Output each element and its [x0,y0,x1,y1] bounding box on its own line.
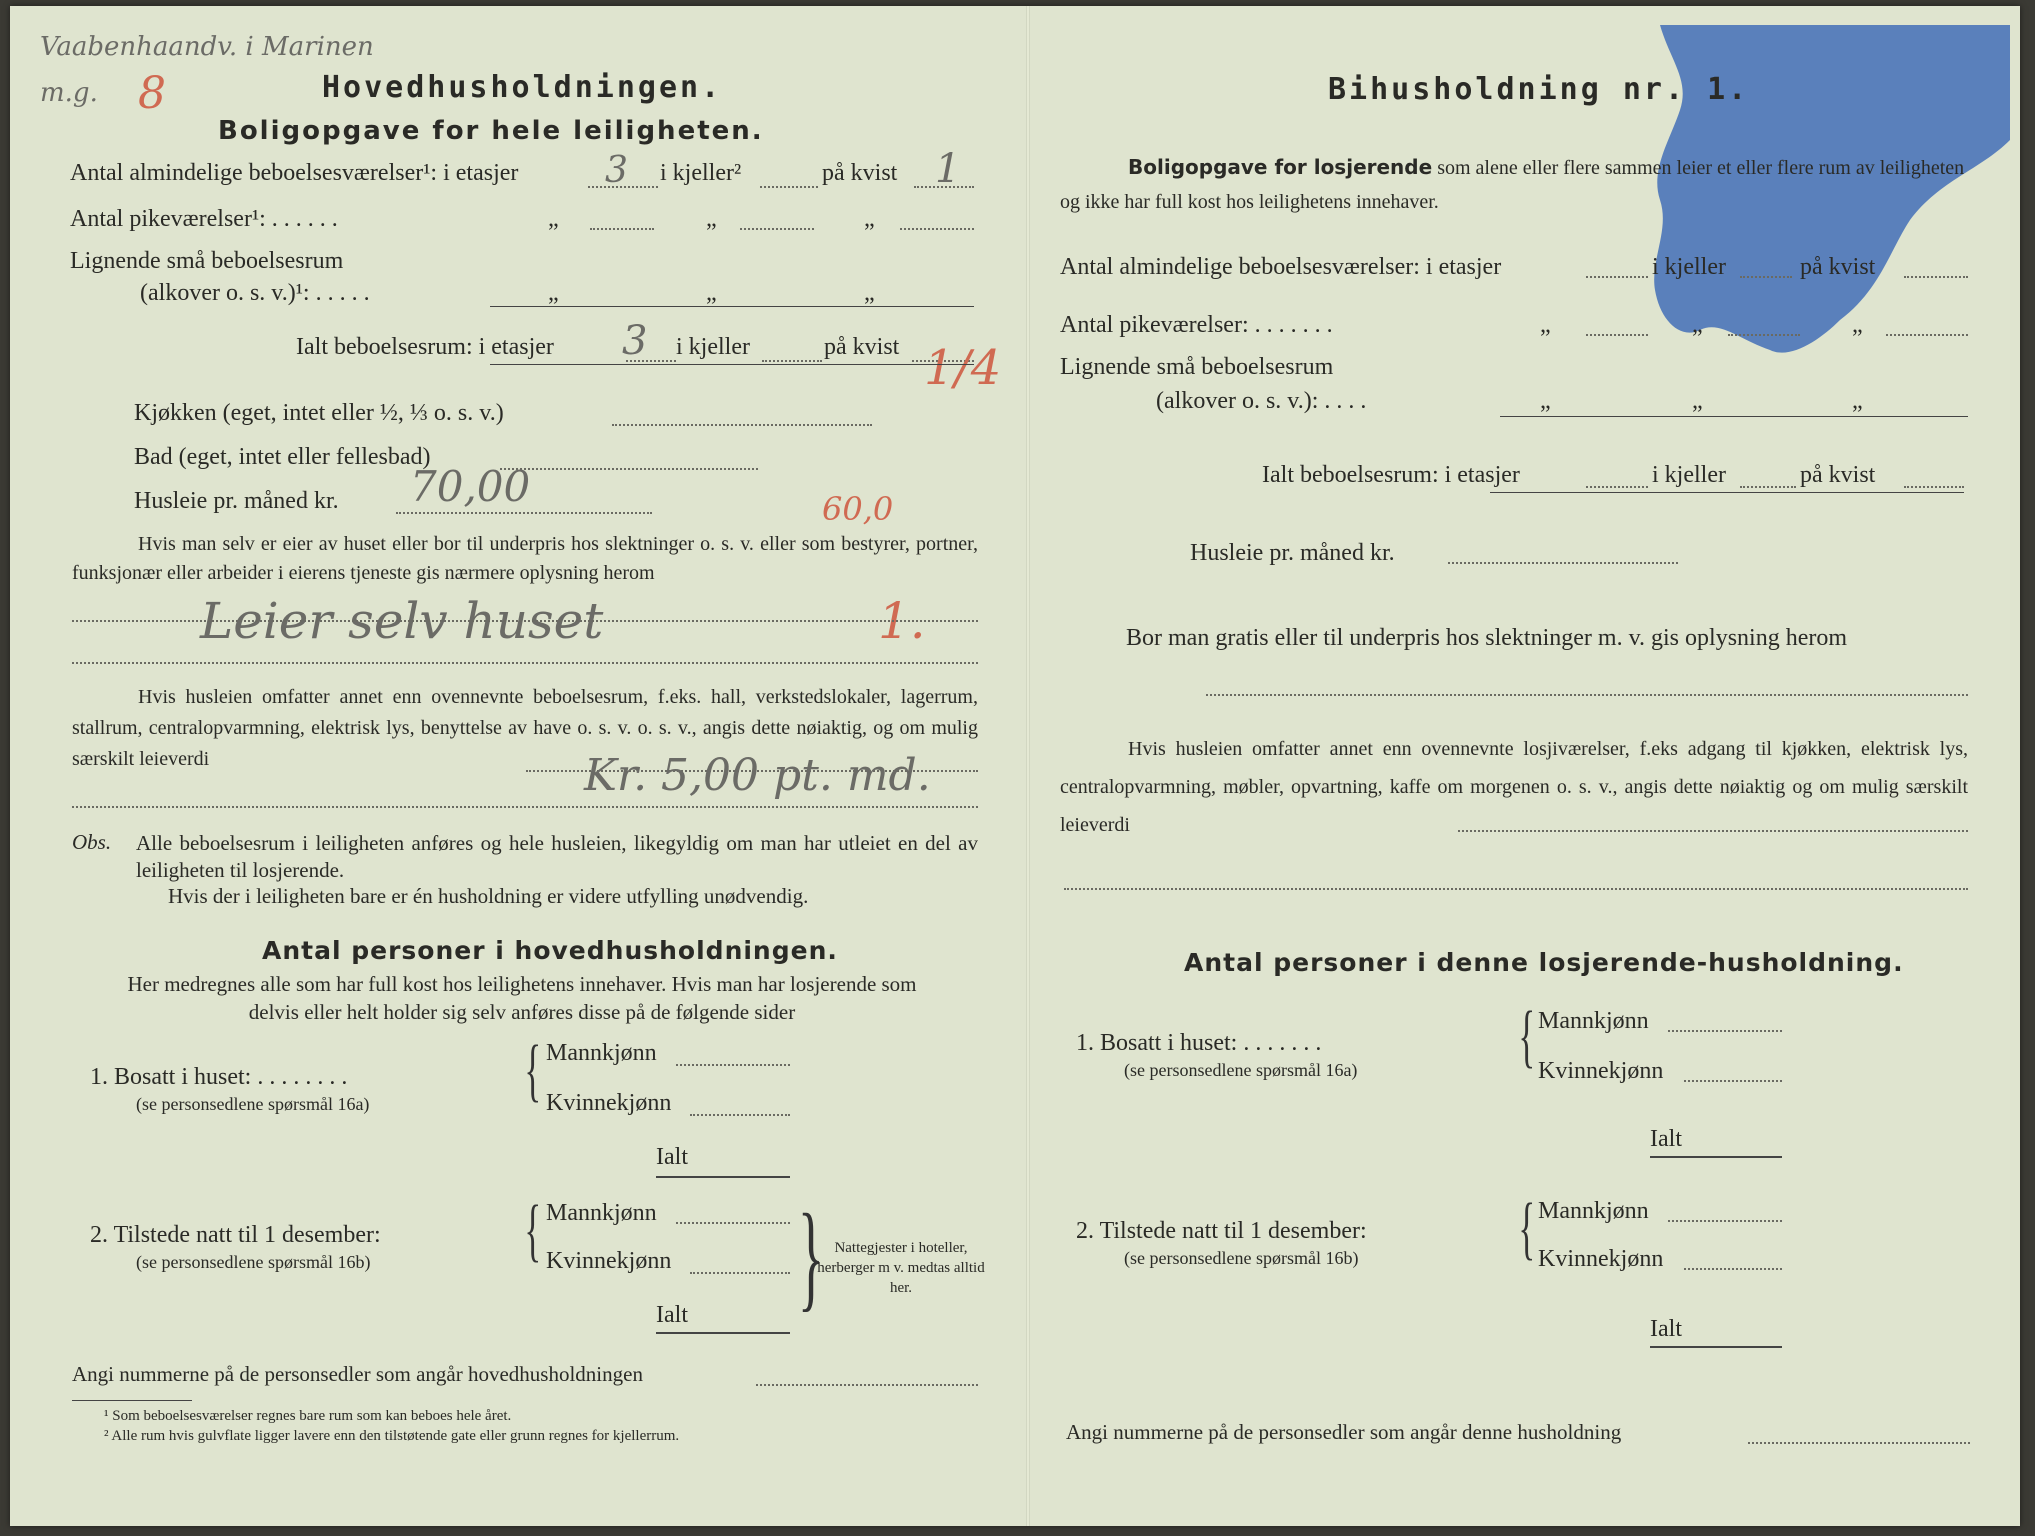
left-ialt-kjeller-label: i kjeller [676,334,750,360]
left-q1-mann-field[interactable] [676,1064,790,1066]
right-q2-mann-field[interactable] [1668,1220,1782,1222]
right-angi-label: Angi nummerne på de personsedler som angår denne husholdning [1066,1420,1622,1444]
right-ialt-kjeller-label: i kjeller [1652,462,1726,488]
right-q2-mann-label: Mannkjønn [1538,1198,1649,1224]
left-obs-text2: Hvis der i leiligheten bare er én husholdning er videre utfylling unødvendig. [168,884,809,908]
left-omfatter-value: Kr. 5,00 pt. md. [584,750,931,801]
right-q1-kvinne-field[interactable] [1684,1080,1782,1082]
right-intro [1060,150,1968,219]
right-row1-kvist-label: på kvist [1800,254,1876,280]
right-row1-kjeller-label: i kjeller [1652,254,1726,280]
left-q2-brace: { [524,1192,542,1269]
ditto-mark: „ [1692,388,1703,414]
left-row2-kvist-field[interactable] [740,228,814,230]
right-row2-kjeller-field[interactable] [1586,334,1648,336]
right-row3-label-b: (alkover o. s. v.): . . . . [1156,388,1367,414]
left-q2-label: 2. Tilstede natt til 1 desember: [90,1222,381,1248]
right-ialt-etasjer-field[interactable] [1586,486,1648,488]
ditto-mark: „ [1540,388,1551,414]
left-ialt-kvist-value: 1/4 [924,340,1002,396]
ditto-mark: „ [864,206,875,232]
left-row1-label: Antal almindelige beboelsesværelser¹: i etasjer [70,160,519,186]
ditto-mark: „ [864,280,875,306]
left-q2-kvinne-field[interactable] [690,1272,790,1274]
right-antal-title: Antal personer i denne losjerende-husholdning. [1184,948,1904,977]
right-ialt-line [1490,492,1964,493]
left-q2-mann-label: Mannkjønn [546,1200,657,1226]
right-gratis-text: Bor man gratis eller til underpris hos slektninger m. v. gis oplysning herom [1126,625,1848,651]
left-row1-kjeller-label: i kjeller² [660,160,742,186]
handwritten-occupation: Vaabenhaandv. i Marinen [40,32,374,62]
right-omfatter-text: Hvis husleien omfatter annet enn ovennevnte losjiværelser, f.eks adgang til kjøkken, elektrisk lys, centralopvarmning, møbler, opvartning, kaffe om morgenen o. s. v., angis dette nøiaktig og om mulig særskilt leieverdi [1060,738,1968,836]
left-eier-red-value: 1. [878,592,926,650]
right-husleie-field[interactable] [1448,562,1678,564]
left-q1-brace: { [524,1032,542,1109]
left-omfatter-text: Hvis husleien omfatter annet enn ovennevnte beboelsesrum, f.eks. hall, verkstedslokaler, lagerrum, stallrum, centralopvarmning, elektrisk lys, benyttelse av have o. s. v. o. s. v., angis dette nøiaktig, og om mulig særskilt leieverdi [72,686,978,770]
footnote-2: ² Alle rum hvis gulvflate ligger lavere enn den tilstøtende gate eller grunn regnes for kjellerrum. [104,1428,680,1444]
right-row2-kvist-field[interactable] [1728,334,1800,336]
left-omfatter-field-2[interactable] [72,806,978,808]
right-q2-kvinne-field[interactable] [1684,1268,1782,1270]
right-ialt-kjeller-field[interactable] [1740,486,1796,488]
right-angi-field[interactable] [1748,1442,1970,1444]
left-eier-value: Leier selv huset [200,592,604,650]
ditto-mark: „ [1540,312,1551,338]
left-husleie-value: 70,00 [410,462,531,511]
left-ialt-kjeller-field[interactable] [762,360,822,362]
right-q1-sub: (se personsedlene spørsmål 16a) [1124,1060,1358,1080]
left-eier-field-1[interactable] [72,620,978,622]
right-q2-label: 2. Tilstede natt til 1 desember: [1076,1218,1367,1244]
left-husleie-label: Husleie pr. måned kr. [134,488,339,514]
right-row1-kvist-field[interactable] [1904,276,1968,278]
right-row1-etasjer-field[interactable] [1586,276,1648,278]
left-bad-label: Bad (eget, intet eller fellesbad) [134,444,431,470]
left-q1-mann-label: Mannkjønn [546,1040,657,1066]
left-q1-sub: (se personsedlene spørsmål 16a) [136,1094,370,1114]
ditto-mark: „ [1692,312,1703,338]
right-omfatter-field[interactable] [1458,830,1968,832]
right-q1-mann-field[interactable] [1668,1030,1782,1032]
left-angi-field[interactable] [756,1384,978,1386]
page-fold [1026,6,1030,1526]
handwritten-code: m.g. [40,78,98,108]
right-husleie-label: Husleie pr. måned kr. [1190,540,1395,566]
right-row3-line [1500,416,1968,417]
right-ialt-label: Ialt beboelsesrum: i etasjer [1262,462,1520,488]
right-q1-kvinne-label: Kvinnekjønn [1538,1058,1664,1084]
right-q1-mann-label: Mannkjønn [1538,1008,1649,1034]
right-ialt-kvist-label: på kvist [1800,462,1876,488]
left-ialt-line [490,364,974,365]
right-q1-ialt-label: Ialt [1650,1126,1682,1152]
left-subtitle: Boligopgave for hele leiligheten. [218,116,764,146]
right-q2-kvinne-label: Kvinnekjønn [1538,1246,1664,1272]
right-q2-sub: (se personsedlene spørsmål 16b) [1124,1248,1359,1268]
left-bad-field[interactable] [500,468,758,470]
left-kjokken-field[interactable] [612,424,872,426]
right-row1-kjeller-field[interactable] [1740,276,1792,278]
left-angi-label: Angi nummerne på de personsedler som angår hovedhusholdningen [72,1362,643,1386]
right-q2-ialt-label: Ialt [1650,1316,1682,1342]
left-obs-label: Obs. [72,830,112,854]
left-row3-label-a: Lignende små beboelsesrum [70,248,344,274]
left-row3-line [490,306,974,307]
right-intro-text: som alene eller flere sammen leier et eller flere rum av leiligheten og ikke har full kost hos leilighetens innehaver. [1060,157,1965,213]
left-ialt-etasjer-value: 3 [622,318,648,364]
left-nattegjester-note: Nattegjester i hoteller, herberger m v. medtas alltid her. [817,1240,985,1296]
right-ialt-kvist-field[interactable] [1904,486,1964,488]
left-kjokken-label: Kjøkken (eget, intet eller ½, ⅓ o. s. v.) [134,400,504,426]
right-omfatter-field-2[interactable] [1064,888,1968,890]
left-q2-right-brace: } [797,1189,824,1322]
left-obs-text1: Alle beboelsesrum i leiligheten anføres og hele husleien, likegyldig om man har utleiet en del av leiligheten til losjerende. [136,831,978,882]
right-row2-extra-field[interactable] [1886,334,1968,336]
right-row2-label: Antal pikeværelser: . . . . . . . [1060,312,1333,338]
left-row1-kvist-label: på kvist [822,160,898,186]
footnote-divider [72,1400,192,1401]
right-gratis-field[interactable] [1206,694,1968,696]
left-row2-extra-field[interactable] [900,228,974,230]
left-row1-kjeller-field[interactable] [760,186,818,188]
left-row2-kjeller-field[interactable] [590,228,654,230]
left-husleie-field[interactable] [396,512,652,514]
ditto-mark: „ [706,280,717,306]
left-q1-label: 1. Bosatt i huset: . . . . . . . . [90,1064,348,1090]
left-q1-kvinne-field[interactable] [690,1114,790,1116]
left-row1-kvist-value: 1 [935,146,961,192]
left-antal-title: Antal personer i hovedhusholdningen. [262,936,838,965]
left-title: Hovedhusholdningen. [322,70,723,105]
left-row2-label: Antal pikeværelser¹: . . . . . . [70,206,338,232]
right-q1-ialt-field[interactable] [1650,1156,1782,1158]
ditto-mark: „ [1852,312,1863,338]
left-q2-mann-field[interactable] [676,1222,790,1224]
left-row3-label-b: (alkover o. s. v.)¹: . . . . . [140,280,370,306]
ditto-mark: „ [706,206,717,232]
left-antal-text: Her medregnes alle som har full kost hos leilighetens innehaver. Hvis man har losjerende som delvis eller helt holder sig selv anføres disse på de følgende sider [127,972,917,1024]
right-q1-brace: { [1518,998,1536,1075]
ditto-mark: „ [548,206,559,232]
left-q2-sub: (se personsedlene spørsmål 16b) [136,1252,371,1272]
left-ialt-kvist-label: på kvist [824,334,900,360]
right-row3-label-a: Lignende små beboelsesrum [1060,354,1334,380]
left-q2-ialt-label: Ialt [656,1302,688,1328]
right-row1-label: Antal almindelige beboelsesværelser: i etasjer [1060,254,1502,280]
footnote-1: ¹ Som beboelsesværelser regnes bare rum som kan beboes hele året. [104,1408,512,1424]
left-husleie-red-value: 60,0 [822,490,894,528]
handwritten-number: 8 [138,68,166,119]
right-intro-bold: Boligopgave for losjerende [1128,155,1433,179]
left-eier-text: Hvis man selv er eier av huset eller bor til underpris hos slektninger o. s. v. eller som bestyrer, portner, funksjonær eller arbeider i eierens tjeneste gis nærmere oplysning herom [72,533,978,584]
ditto-mark: „ [1852,388,1863,414]
right-q2-ialt-field[interactable] [1650,1346,1782,1348]
left-q1-ialt-field[interactable] [656,1176,790,1178]
right-q1-label: 1. Bosatt i huset: . . . . . . . [1076,1030,1322,1056]
left-q2-ialt-field[interactable] [656,1332,790,1334]
left-q1-kvinne-label: Kvinnekjønn [546,1090,672,1116]
left-row1-etasjer-value: 3 [605,150,628,191]
right-q2-brace: { [1518,1190,1536,1267]
left-eier-field-2[interactable] [72,662,978,664]
left-q2-kvinne-label: Kvinnekjønn [546,1248,672,1274]
right-title: Bihusholdning nr. 1. [1328,72,1750,107]
left-ialt-label: Ialt beboelsesrum: i etasjer [296,334,554,360]
ditto-mark: „ [548,280,559,306]
left-q1-ialt-label: Ialt [656,1144,688,1170]
